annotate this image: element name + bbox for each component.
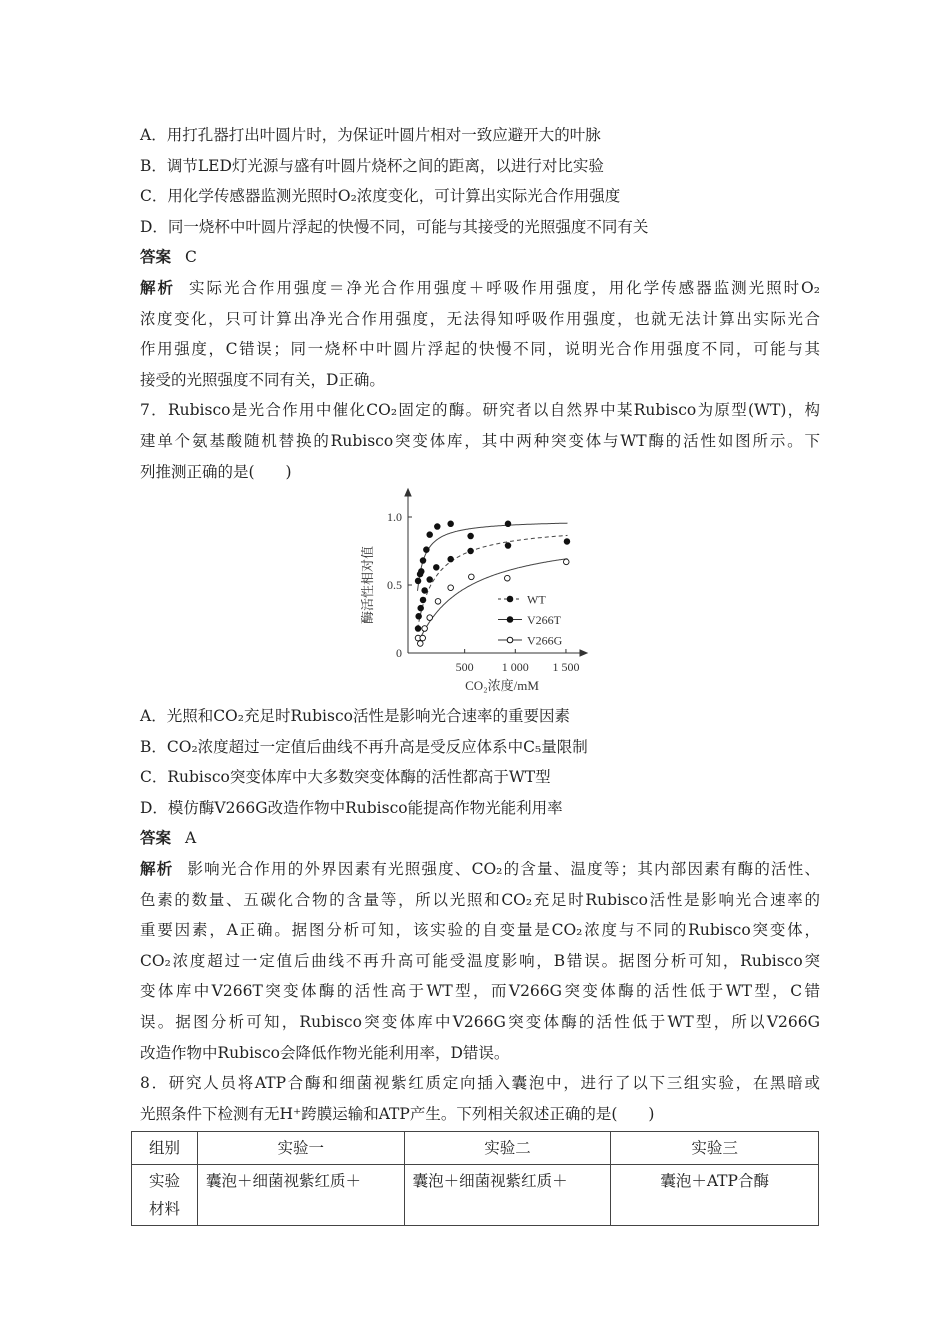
point-v266g bbox=[427, 615, 433, 621]
legend-label: V266T bbox=[527, 613, 561, 627]
legend-marker bbox=[507, 596, 513, 602]
analysis-label: 解析 bbox=[140, 858, 174, 878]
point-v266g bbox=[435, 599, 441, 605]
header-cell: 实验三 bbox=[611, 1132, 819, 1165]
point-v266t bbox=[448, 521, 454, 527]
point-v266t bbox=[415, 578, 421, 584]
legend-label: V266G bbox=[527, 633, 563, 648]
analysis-text: 影响光合作用的外界因素有光照强度、CO₂的含量、温度等；其内部因素有酶的活性、 bbox=[187, 859, 820, 878]
point-v266t bbox=[420, 558, 426, 564]
y-tick-label: 1.0 bbox=[387, 510, 402, 524]
table-row bbox=[132, 1165, 819, 1226]
analysis-line: 色素的数量、五碳化合物的含量等，所以光照和CO₂充足时Rubisco活性是影响光合速率的 bbox=[140, 890, 820, 909]
analysis-line: 改造作物中Rubisco会降低作物光能利用率，D错误。 bbox=[140, 1043, 510, 1062]
point-v266g bbox=[563, 559, 569, 565]
analysis-line: CO₂浓度超过一定值后曲线不再升高可能受温度影响，B错误。据图分析可知，Rubisco突 bbox=[140, 951, 820, 970]
row-label-line: 材料 bbox=[148, 1200, 180, 1218]
analysis-line: 变体库中V266T突变体酶的活性高于WT型，而V266G突变体酶的活性低于WT型，C错 bbox=[140, 982, 820, 1001]
point-wt bbox=[564, 539, 570, 545]
option-b: B．CO₂浓度超过一定值后曲线不再升高是受反应体系中C₅量限制 bbox=[140, 737, 588, 756]
table-cell: 囊泡＋细菌视紫红质＋ bbox=[404, 1165, 611, 1226]
point-v266t bbox=[424, 547, 430, 553]
option-c: C．用化学传感器监测光照时O₂浓度变化，可计算出实际光合作用强度 bbox=[140, 187, 621, 206]
option-c: C．Rubisco突变体库中大多数突变体酶的活性都高于WT型 bbox=[140, 768, 551, 787]
answer-label: 答案 bbox=[140, 828, 172, 848]
analysis-line bbox=[140, 854, 820, 885]
y-axis-label: 酶活性相对值 bbox=[360, 545, 375, 625]
point-wt bbox=[433, 565, 439, 571]
analysis-line: 作用强度，C错误；同一烧杯中叶圆片浮起的快慢不同，说明光合作用强度不同，可能与其 bbox=[140, 340, 820, 359]
x-tick-label: 500 bbox=[455, 660, 474, 674]
q6-options bbox=[140, 120, 820, 487]
option-a: A．光照和CO₂充足时Rubisco活性是影响光合速率的重要因素 bbox=[140, 707, 570, 725]
x-axis-arrow bbox=[580, 650, 587, 656]
point-wt bbox=[468, 548, 474, 554]
legend-marker bbox=[507, 637, 513, 643]
q7-options bbox=[140, 701, 820, 1129]
analysis-line: 误。据图分析可知，Rubisco突变体库中V266G突变体酶的活性低于WT型，所以V266G bbox=[140, 1012, 820, 1031]
table-header-row bbox=[132, 1132, 819, 1165]
point-wt bbox=[448, 556, 454, 562]
point-v266g bbox=[504, 575, 510, 581]
option-d: D．模仿酶V266G改造作物中Rubisco能提高作物光能利用率 bbox=[140, 798, 563, 817]
enzyme-activity-chart bbox=[355, 485, 595, 695]
question-stem: 建单个氨基酸随机替换的Rubisco突变体库，其中两种突变体与WT酶的活性如图所示。下 bbox=[140, 431, 820, 450]
x-axis-label: CO₂浓度/mM bbox=[465, 678, 539, 693]
answer bbox=[140, 242, 820, 273]
point-v266g bbox=[417, 641, 423, 647]
analysis-text: 实际光合作用强度＝净光合作用强度＋呼吸作用强度，用化学传感器监测光照时O₂ bbox=[188, 278, 820, 297]
table-cell: 囊泡＋细菌视紫红质＋ bbox=[197, 1165, 404, 1226]
point-wt bbox=[422, 588, 428, 594]
point-v266t bbox=[418, 569, 424, 575]
question-stem: 列推测正确的是( ) bbox=[140, 462, 292, 481]
point-v266t bbox=[434, 524, 440, 530]
x-tick-label: 1 000 bbox=[501, 660, 529, 674]
analysis-line: 浓度变化，只可计算出净光合作用强度，无法得知呼吸作用强度，也就无法计算出实际光合 bbox=[140, 309, 820, 328]
analysis-line: 重要因素，A正确。据图分析可知，该实验的自变量是CO₂浓度与不同的Rubisco突变体， bbox=[140, 921, 820, 940]
table-cell: 囊泡＋ATP合酶 bbox=[611, 1165, 819, 1226]
header-cell: 实验二 bbox=[404, 1132, 611, 1165]
answer bbox=[140, 823, 820, 854]
question-stem: 光照条件下检测有无H⁺跨膜运输和ATP产生。下列相关叙述正确的是( ) bbox=[140, 1104, 655, 1123]
point-v266g bbox=[469, 574, 475, 580]
analysis-label: 解析 bbox=[140, 277, 175, 297]
x-tick-label: 1 500 bbox=[552, 660, 580, 674]
point-v266t bbox=[505, 521, 511, 527]
answer-value: C bbox=[185, 248, 197, 267]
y-axis-arrow bbox=[405, 489, 411, 496]
curve-v266t bbox=[418, 523, 568, 591]
y-tick-label: 0.5 bbox=[387, 578, 402, 592]
row-label-line: 实验 bbox=[148, 1172, 180, 1190]
point-v266g bbox=[422, 626, 428, 632]
option-d: D．同一烧杯中叶圆片浮起的快慢不同，可能与其接受的光照强度不同有关 bbox=[140, 217, 649, 236]
point-v266t bbox=[468, 533, 474, 539]
option-a: A．用打孔器打出叶圆片时，为保证叶圆片相对一致应避开大的叶脉 bbox=[140, 126, 601, 144]
point-wt bbox=[420, 597, 426, 603]
option-b: B．调节LED灯光源与盛有叶圆片烧杯之间的距离，以进行对比实验 bbox=[140, 156, 604, 175]
experiment-table bbox=[131, 1131, 819, 1226]
answer-value: A bbox=[185, 829, 197, 848]
y-tick-label: 0 bbox=[396, 646, 402, 660]
legend-marker bbox=[507, 617, 513, 623]
point-wt bbox=[505, 543, 511, 549]
point-v266g bbox=[420, 635, 426, 641]
row-label bbox=[132, 1165, 198, 1226]
point-v266t bbox=[427, 532, 433, 538]
legend-label: WT bbox=[527, 592, 546, 607]
point-v266g bbox=[448, 585, 454, 591]
question-stem: 7．Rubisco是光合作用中催化CO₂固定的酶。研究者以自然界中某Rubisco为原型(WT)，构 bbox=[140, 401, 820, 420]
point-wt bbox=[418, 605, 424, 611]
header-cell: 组别 bbox=[132, 1132, 198, 1165]
analysis-line bbox=[140, 273, 820, 304]
analysis-line: 接受的光照强度不同有关，D正确。 bbox=[140, 370, 385, 389]
point-wt bbox=[416, 613, 422, 619]
answer-label: 答案 bbox=[140, 247, 172, 267]
question-stem: 8．研究人员将ATP合酶和细菌视紫红质定向插入囊泡中，进行了以下三组实验，在黑暗或 bbox=[140, 1074, 820, 1093]
point-wt bbox=[415, 626, 421, 632]
point-wt bbox=[427, 577, 433, 583]
header-cell: 实验一 bbox=[197, 1132, 404, 1165]
